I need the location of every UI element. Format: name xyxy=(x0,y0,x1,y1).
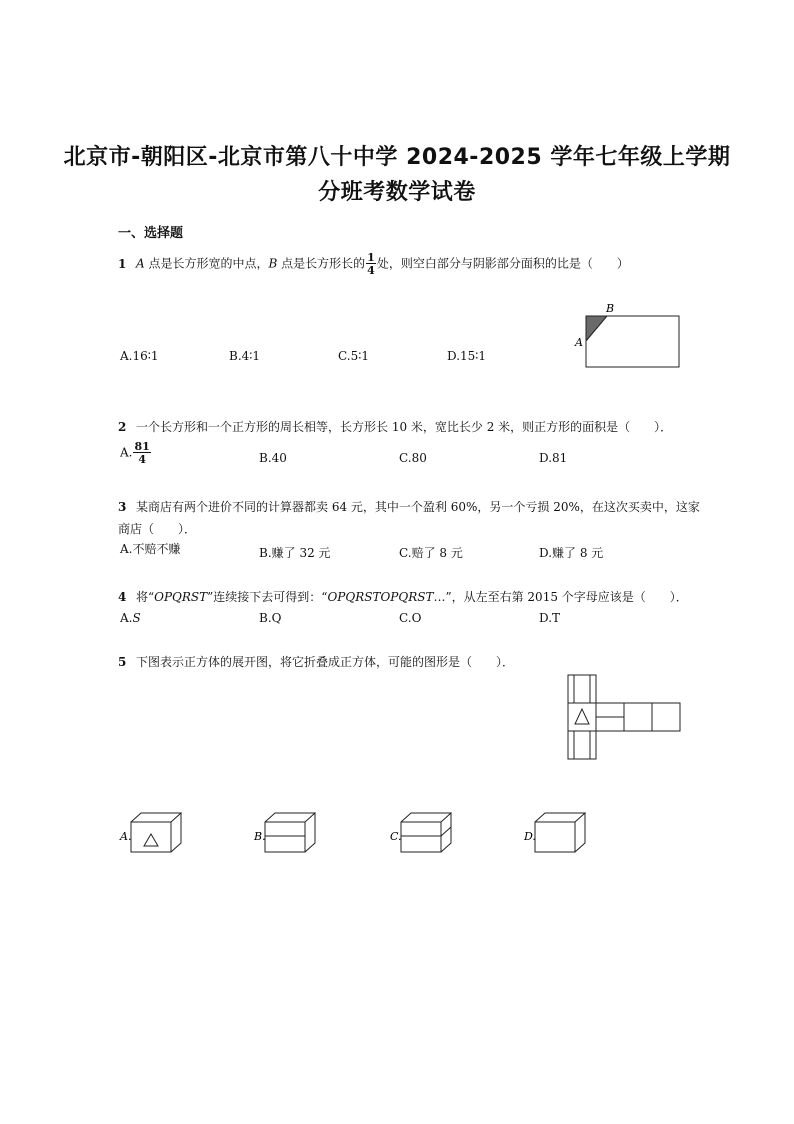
q2-option-c[interactable]: C.80 xyxy=(399,451,427,465)
net-face-top xyxy=(568,675,596,703)
question-1 xyxy=(118,252,629,276)
sequence-base: OPQRST xyxy=(154,590,208,604)
q1-rectangle-figure xyxy=(570,300,690,375)
label-a: A xyxy=(575,336,583,349)
question-text: ”连续接下去可得到：“ xyxy=(207,590,328,604)
triangle-icon xyxy=(144,834,158,846)
fraction xyxy=(366,252,376,276)
question-number: 5 xyxy=(118,655,127,669)
question-2 xyxy=(118,418,672,435)
q1-option-a[interactable]: A.16∶1 xyxy=(120,349,159,363)
q1-option-c[interactable]: C.5∶1 xyxy=(338,349,369,363)
question-text: 某商店有两个进价不同的计算器都卖 64 元，其中一个盈利 60%，另一个亏损 20%，在这次买卖中，这家 xyxy=(136,500,700,514)
question-text: …”，从左至右第 2015 个字母应该是（ ）． xyxy=(433,590,688,604)
question-number: 3 xyxy=(118,500,127,514)
question-text: 点是长方形宽的中点， xyxy=(144,256,269,271)
net-face-plain-1 xyxy=(624,703,652,731)
q4-option-a[interactable] xyxy=(120,611,141,625)
q2-option-b[interactable]: B.40 xyxy=(259,451,287,465)
q1-option-d[interactable]: D.15∶1 xyxy=(447,349,487,363)
q5-option-d-cube[interactable] xyxy=(522,808,592,858)
option-label: C. xyxy=(390,830,402,843)
option-label: B. xyxy=(254,830,266,843)
q3-option-c[interactable]: C.赔了 8 元 xyxy=(399,546,463,560)
sequence-extended: OPQRSTOPQRST xyxy=(327,590,434,604)
paper-title-line2: 分班考数学试卷 xyxy=(318,180,476,205)
point-b-label: B xyxy=(268,256,278,271)
q2-option-a[interactable] xyxy=(120,441,152,465)
point-a-label: A xyxy=(136,256,145,271)
q1-option-b[interactable]: B.4∶1 xyxy=(229,349,261,363)
option-label: D. xyxy=(524,830,536,843)
question-number: 1 xyxy=(118,256,127,271)
fraction xyxy=(133,441,150,465)
question-3-line2: 商店（ ）． xyxy=(118,522,197,536)
fraction-numerator: 1 xyxy=(367,251,375,264)
label-b: B xyxy=(606,302,615,315)
cube-net-figure xyxy=(560,670,690,765)
question-4 xyxy=(118,588,688,605)
option-label: A. xyxy=(120,830,132,843)
q3-option-b[interactable]: B.赚了 32 元 xyxy=(259,546,331,560)
q5-option-b-cube[interactable] xyxy=(252,808,322,858)
question-number: 2 xyxy=(118,420,127,434)
section-heading-choice: 一、选择题 xyxy=(118,226,184,241)
question-text: 下图表示正方体的展开图，将它折叠成正方体，可能的图形是（ ）． xyxy=(136,655,515,669)
triangle-icon xyxy=(575,709,589,724)
net-face-plain-2 xyxy=(652,703,680,731)
q5-option-c-cube[interactable] xyxy=(388,808,458,858)
net-face-triangle xyxy=(568,703,596,731)
q4-option-d[interactable]: D.T xyxy=(539,611,561,625)
question-3 xyxy=(118,498,700,515)
question-number: 4 xyxy=(118,590,127,604)
q4-option-b[interactable]: B.Q xyxy=(259,611,282,625)
option-prefix: A. xyxy=(120,445,133,460)
option-prefix: A. xyxy=(120,611,133,625)
question-text: 点是长方形长的 xyxy=(277,256,366,271)
paper-title-line1: 北京市-朝阳区-北京市第八十中学 2024-2025 学年七年级上学期 xyxy=(63,145,731,170)
fraction-denominator: 4 xyxy=(138,453,146,466)
q4-option-c[interactable]: C.O xyxy=(399,611,422,625)
question-5 xyxy=(118,653,514,670)
q3-option-a[interactable]: A.不赔不赚 xyxy=(120,542,181,556)
option-letter: S xyxy=(132,611,141,625)
fraction-denominator: 4 xyxy=(367,264,375,277)
q2-option-d[interactable]: D.81 xyxy=(539,451,568,465)
q5-option-a-cube[interactable] xyxy=(118,808,188,858)
question-text: 处，则空白部分与阴影部分面积的比是（ ） xyxy=(376,256,629,271)
net-face-bottom xyxy=(568,731,596,759)
question-text: 将“ xyxy=(136,590,155,604)
q3-option-d[interactable]: D.赚了 8 元 xyxy=(539,546,604,560)
question-text: 一个长方形和一个正方形的周长相等，长方形长 10 米，宽比长少 2 米，则正方形的面积是（ ）． xyxy=(136,420,673,434)
fraction-numerator: 81 xyxy=(134,440,150,453)
